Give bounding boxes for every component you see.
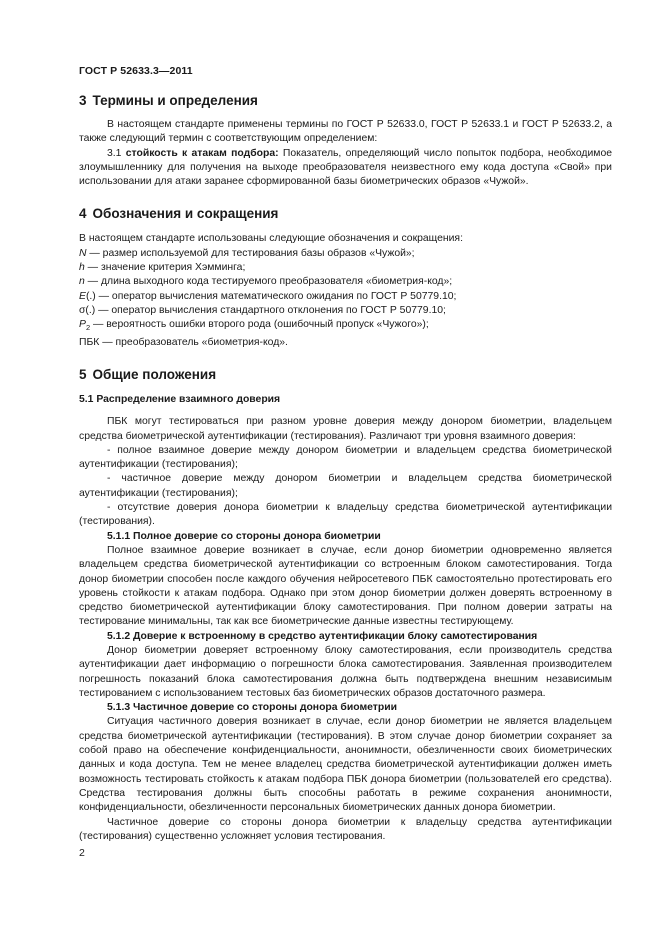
term-name: стойкость к атакам подбора:: [125, 147, 279, 159]
abbr-item: [79, 336, 612, 350]
abbr-text: — значение критерия Хэмминга;: [84, 262, 246, 274]
subsection-5-1-2-heading: 5.1.2 Доверие к встроенному в средство аутентификации блоку самотестирования: [107, 630, 538, 642]
section-title: Термины и определения: [92, 93, 258, 108]
term-definition: [79, 147, 612, 190]
abbr-symbol: h: [79, 262, 85, 274]
section-number: 5: [79, 366, 87, 382]
list-item: - полное взаимное доверие между донором биометрии и владельцем средства биометрической аутентификации (тестирования);: [79, 444, 612, 471]
paragraph: Полное взаимное доверие возникает в случае, если донор биометрии одновременно является владельцем средства биометрической аутентификации со встроенным блоком самотестирования. Тогда донор биометрии способен после каждого обучения нейросетевого ПБК самостоятельно протестировать его уровень стойкости к атакам подбора. Однако при этом донор биометрии должен доверять встроенному в средство биометрической аутентификации блоку самотестирования. При полном доверии затраты на тестирование минимальны, так как все биометрические данные известны тестирующему.: [79, 544, 612, 628]
abbr-text: (.) — оператор вычисления стандартного отклонения по ГОСТ Р 50779.10;: [85, 304, 446, 316]
term-text: Показатель, определяющий число попыток подбора, необходимое злоумышленнику для получения на выходе преобразователя неизвестного ему кода доступа «Свой» при использовании для атаки заранее сформированной базы биометрических образов «Чужой».: [79, 147, 612, 188]
abbr-symbol: N: [79, 247, 87, 259]
abbr-item: [79, 247, 612, 261]
section-3-heading: [79, 93, 612, 109]
subsection-5-1-1-heading: 5.1.1 Полное доверие со стороны донора биометрии: [107, 530, 381, 542]
abbr-item: [79, 304, 612, 318]
section-number: 3: [79, 93, 87, 108]
subsection-5-1-heading: 5.1 Распределение взаимного доверия: [79, 393, 281, 405]
abbr-item: [79, 261, 612, 275]
abbr-symbol: σ: [79, 304, 86, 316]
paragraph: Ситуация частичного доверия возникает в случае, если донор биометрии не является владельцем средства биометрической аутентификации (тестирования). В этом случае донор биометрии сохраняет за собой право на обеспечение конфиденциальности, анонимности, обезличенности своих биометрических данных и кода доступа. Тем не менее владелец средства биометрической аутентификации должен иметь возможность тестировать стойкость к атакам подбора ПБК донора биометрии (пользователей его средства). Средства тестирования должны быть способны работать в режиме сохранения анонимности, конфиденциальности, обезличенности персональных биометрических данных донора биометрии.: [79, 716, 612, 814]
paragraph: ПБК могут тестироваться при разном уровне доверия между донором биометрии, владельцем средства биометрической аутентификации (тестирования). Различают три уровня взаимного доверия:: [79, 416, 612, 442]
list-item: - отсутствие доверия донора биометрии к владельцу средства биометрической аутентификации (тестирования).: [79, 502, 612, 528]
abbr-subscript: 2: [85, 323, 91, 333]
document-body: [79, 88, 612, 844]
abbr-text: (.) — оператор вычисления математического ожидания по ГОСТ Р 50779.10;: [85, 290, 457, 302]
paragraph: Донор биометрии доверяет встроенному блоку самотестирования, если производитель средства аутентификации дает информацию о погрешности блока самотестирования. Заявленная производителем погрешность показаний блока самотестирования должна быть подтверждена внешним независимым тестированием с использованием тестовых баз биометрических образов достаточного размера.: [79, 644, 612, 699]
section-4-heading: [79, 206, 612, 222]
section-3-intro: В настоящем стандарте применены термины по ГОСТ Р 52633.0, ГОСТ Р 52633.1 и ГОСТ Р 52633.2, а также следующий термин с соответствующим определением:: [79, 119, 612, 145]
section-title: Общие положения: [92, 366, 217, 382]
section-5-heading: [79, 367, 612, 383]
subsection-5-1-3-heading: 5.1.3 Частичное доверие со стороны донора биометрии: [107, 702, 397, 714]
abbr-symbol: E: [79, 290, 86, 302]
abbr-text: — вероятность ошибки второго рода (ошибочный пропуск «Чужого»);: [90, 319, 429, 331]
document-header: ГОСТ Р 52633.3—2011: [79, 65, 193, 77]
abbr-text: — размер используемой для тестирования базы образов «Чужой»;: [86, 247, 415, 259]
page-number: 2: [79, 847, 85, 859]
section-4-intro: В настоящем стандарте использованы следующие обозначения и сокращения:: [79, 233, 463, 245]
section-number: 4: [79, 206, 87, 222]
abbr-item: [79, 275, 612, 289]
section-title: Обозначения и сокращения: [92, 206, 279, 222]
term-number: 3.1: [107, 147, 122, 159]
abbr-symbol: P: [79, 319, 86, 331]
abbr-symbol: n: [79, 276, 85, 288]
paragraph: Частичное доверие со стороны донора биометрии к владельцу средства аутентификации (тестирования) существенно усложняет условия тестирования.: [79, 816, 612, 842]
list-item: - частичное доверие между донором биометрии и владельцем средства биометрической аутентификации (тестирования);: [79, 473, 612, 499]
abbr-item: [79, 290, 612, 304]
abbr-item: [79, 318, 612, 335]
abbr-text: — длина выходного кода тестируемого преобразователя «биометрия-код»;: [84, 276, 453, 288]
abbr-text: ПБК — преобразователь «биометрия-код».: [79, 336, 288, 348]
